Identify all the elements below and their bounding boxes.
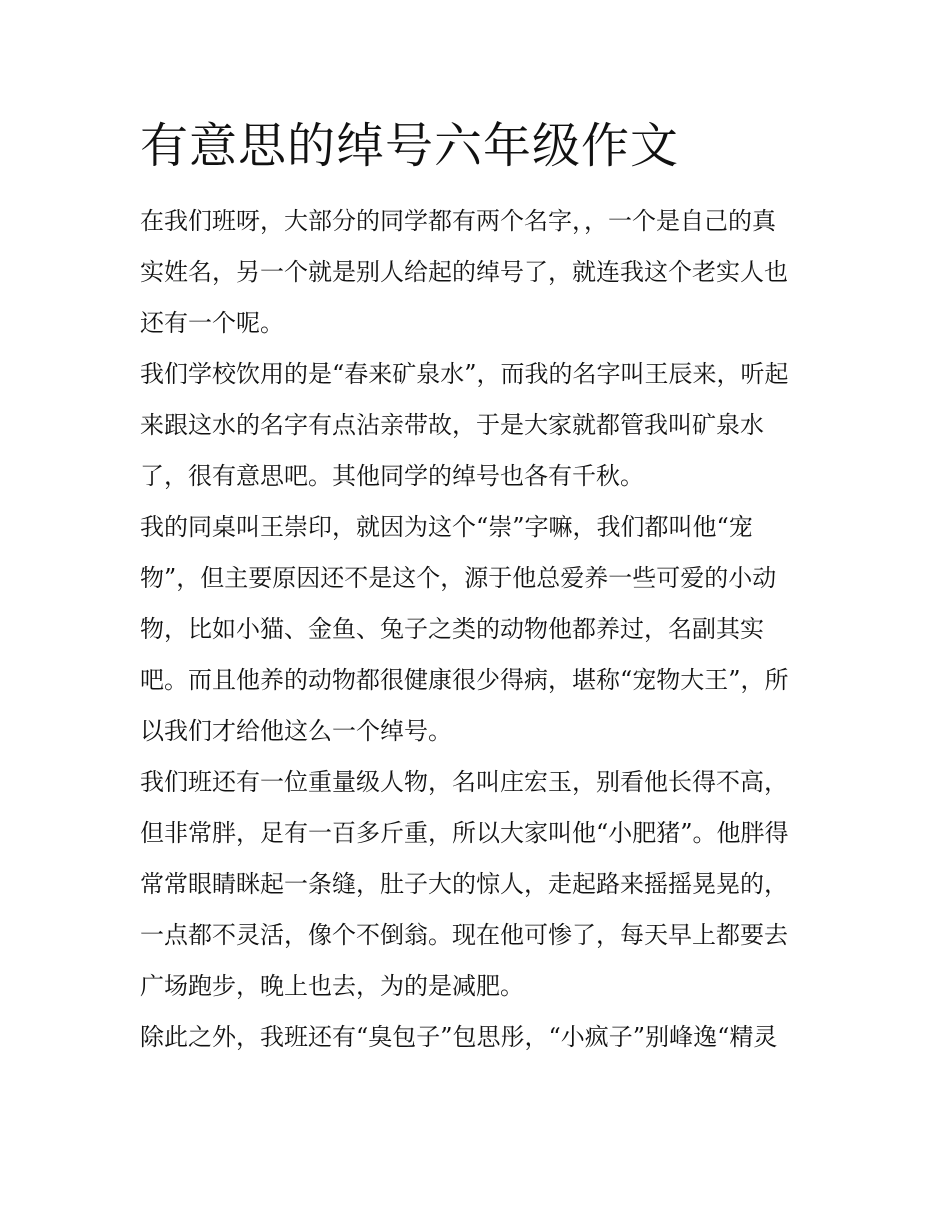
text-line: 一点都不灵活，像个不倒翁。现在他可惨了，每天早上都要去 xyxy=(140,921,788,949)
text-line: 我们学校饮用的是“春来矿泉水”，而我的名字叫王辰来，听起 xyxy=(140,360,789,388)
document-body xyxy=(140,196,820,1063)
text-line: 广场跑步，晚上也去，为的是减肥。 xyxy=(140,972,524,1000)
text-line: 但非常胖，足有一百多斤重，所以大家叫他“小肥猪”。他胖得 xyxy=(140,819,789,847)
text-line: 我们班还有一位重量级人物，名叫庄宏玉，别看他长得不高， xyxy=(140,768,788,796)
text-line: 还有一个呢。 xyxy=(140,309,284,337)
document-page xyxy=(140,112,820,1063)
text-line: 吧。而且他养的动物都很健康很少得病，堪称“宠物大王”，所 xyxy=(140,666,789,694)
text-line: 了，很有意思吧。其他同学的绰号也各有千秋。 xyxy=(140,462,644,490)
text-line: 物”，但主要原因还不是这个，源于他总爱养一些可爱的小动 xyxy=(140,564,777,592)
text-line: 来跟这水的名字有点沾亲带故，于是大家就都管我叫矿泉水 xyxy=(140,411,764,439)
text-line: 常常眼睛眯起一条缝，肚子大的惊人，走起路来摇摇晃晃的， xyxy=(140,870,788,898)
text-line: 在我们班呀，大部分的同学都有两个名字，，一个是自己的真 xyxy=(140,207,776,235)
text-line: 以我们才给他这么一个绰号。 xyxy=(140,717,452,745)
text-line: 除此之外，我班还有“臭包子”包思彤，“小疯子”别峰逸“精灵 xyxy=(140,1023,778,1051)
text-line: 物，比如小猫、金鱼、兔子之类的动物他都养过，名副其实 xyxy=(140,615,764,643)
document-title: 有意思的绰号六年级作文 xyxy=(140,118,680,174)
text-line: 实姓名，另一个就是别人给起的绰号了，就连我这个老实人也 xyxy=(140,258,788,286)
text-line: 我的同桌叫王崇印，就因为这个“崇”字嘛，我们都叫他“宠 xyxy=(140,513,753,541)
